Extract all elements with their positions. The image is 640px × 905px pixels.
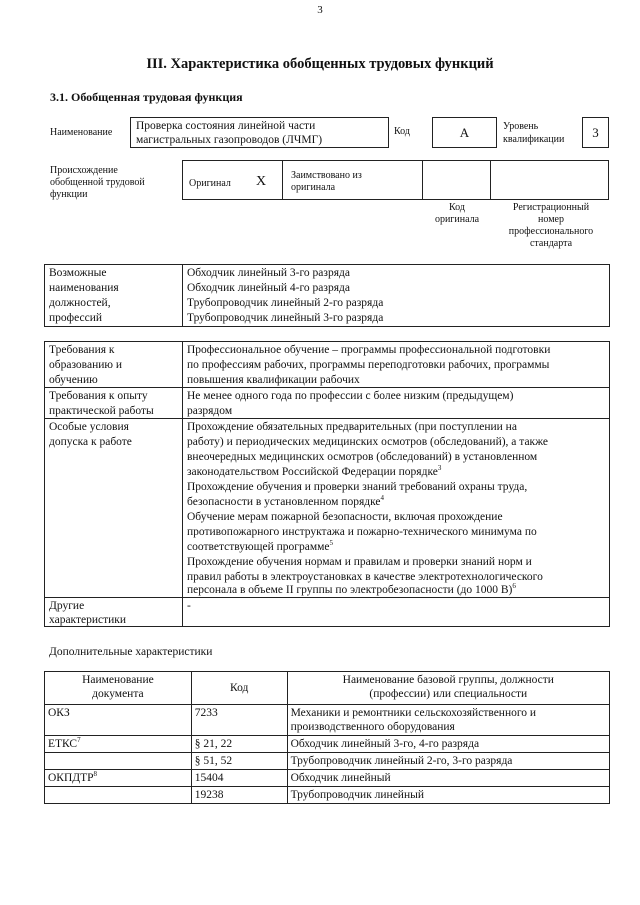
name-cell: Механики и ремонтники сельскохозяйственного и производственного оборудования: [287, 705, 609, 736]
conditions-text: законодательством Российской Федерации порядке: [187, 466, 438, 478]
conditions-line: [187, 465, 441, 479]
footnote-ref: 5: [329, 539, 333, 548]
conditions-line: Прохождение обучения нормам и правилам и проверки знаний норм и: [187, 556, 532, 568]
education-value-1: Профессиональное обучение – программы профессиональной подготовки: [187, 344, 551, 356]
education-label-1: Требования к: [49, 344, 115, 356]
conditions-line: правил работы в электроустановках в качестве электротехнологического: [187, 571, 543, 583]
code-label: Код: [394, 126, 410, 137]
footnote-ref: 6: [512, 582, 516, 591]
col-header-code: Код: [191, 672, 287, 705]
page-number: 3: [317, 4, 323, 16]
code-cell: § 21, 22: [191, 736, 287, 753]
col-header-doc: Наименование документа: [45, 672, 192, 705]
reg-number-line3: профессионального: [508, 226, 594, 237]
positions-label-2: наименования: [49, 282, 119, 294]
table-row: [45, 787, 610, 804]
experience-label-2: практической работы: [49, 405, 154, 417]
conditions-line: [187, 495, 384, 509]
name-cell: Обходчик линейный 3-го, 4-го разряда: [287, 736, 609, 753]
doc-cell: ОКЗ: [45, 705, 192, 736]
conditions-line: противопожарного инструктажа и пожарно-технического минимума по: [187, 526, 537, 538]
position-item: Обходчик линейный 4-го разряда: [187, 282, 350, 294]
footnote-ref: 8: [93, 770, 98, 779]
reg-number-line4: стандарта: [529, 238, 573, 249]
code-cell: 15404: [191, 770, 287, 787]
other-label-1: Другие: [49, 600, 85, 612]
table-row: [45, 705, 610, 736]
education-label-3: обучению: [49, 374, 98, 386]
positions-label-3: должностей,: [49, 297, 111, 309]
table-row: [45, 770, 610, 787]
name-label: Наименование: [50, 127, 113, 138]
other-label-2: характеристики: [49, 614, 127, 626]
name-value-line2: магистральных газопроводов (ЛЧМГ): [136, 134, 323, 146]
section-title: III. Характеристика обобщенных трудовых функций: [146, 56, 494, 72]
conditions-text: безопасности в установленном порядке: [187, 496, 381, 508]
experience-value-2: разрядом: [187, 405, 233, 417]
doc-cell: ЕТКС$^7$: [45, 736, 192, 753]
reg-number-line1: Регистрационный: [512, 202, 590, 213]
conditions-line: Прохождение обязательных предварительных (при поступлении на: [187, 421, 517, 433]
doc-cell: [45, 753, 192, 770]
origin-label-line3: функции: [50, 189, 88, 200]
code-value: А: [432, 117, 497, 148]
table-row: [45, 753, 610, 770]
doc-cell: [45, 787, 192, 804]
other-value: -: [187, 600, 191, 612]
conditions-line: работу) и периодических медицинских осмотров (обследований), а также: [187, 436, 549, 448]
experience-value-1: Не менее одного года по профессии с более низким (предыдущем): [187, 390, 514, 402]
conditions-text: персонала в объеме II группы по электробезопасности (до 1000 В): [187, 584, 513, 596]
origin-label-line1: Происхождение: [50, 165, 118, 176]
additional-table: [44, 671, 610, 804]
education-value-2: по профессиям рабочих, программы переподготовки рабочих, программы: [187, 359, 550, 371]
education-value-3: повышения квалификации рабочих: [187, 374, 360, 386]
original-mark: X: [256, 174, 267, 189]
additional-header-row: [45, 672, 610, 705]
positions-label-1: Возможные: [49, 267, 107, 279]
footnote-ref: 4: [380, 494, 385, 503]
code-original-line2: оригинала: [434, 214, 480, 225]
level-label-line2: квалификации: [503, 134, 565, 145]
conditions-label-1: Особые условия: [49, 421, 129, 433]
name-cell: Трубопроводчик линейный: [287, 787, 609, 804]
position-item: Обходчик линейный 3-го разряда: [187, 267, 350, 279]
name-cell: Обходчик линейный: [287, 770, 609, 787]
name-value-box: [130, 117, 389, 148]
level-value: 3: [582, 117, 609, 148]
col-header-name: Наименование базовой группы, должности (профессии) или специальности: [287, 672, 609, 705]
table-row: [45, 736, 610, 753]
conditions-text: соответствующей программе: [187, 541, 330, 553]
origin-box: [182, 160, 609, 200]
subsection-title: 3.1. Обобщенная трудовая функция: [50, 90, 243, 104]
position-item: Трубопроводчик линейный 2-го разряда: [187, 297, 384, 309]
conditions-line: внеочередных медицинских осмотров (обследований) в установленном: [187, 451, 538, 463]
level-label-line1: Уровень: [503, 121, 539, 132]
code-original-line1: Код: [449, 202, 465, 213]
name-value-line1: Проверка состояния линейной части: [136, 120, 316, 132]
code-cell: 19238: [191, 787, 287, 804]
borrowed-label-line2: оригинала: [291, 182, 336, 193]
conditions-line: [187, 583, 516, 597]
conditions-line: Обучение мерам пожарной безопасности, включая прохождение: [187, 511, 503, 523]
footnote-ref: 3: [437, 464, 442, 473]
conditions-line: [187, 540, 333, 554]
borrowed-label-line1: Заимствовано из: [291, 170, 362, 181]
name-cell: Трубопроводчик линейный 2-го, 3-го разряда: [287, 753, 609, 770]
origin-label-line2: обобщенной трудовой: [50, 177, 145, 188]
conditions-label-2: допуска к работе: [49, 436, 132, 448]
footnote-ref: 7: [77, 736, 81, 745]
reg-number-line2: номер: [538, 214, 564, 225]
original-label: Оригинал: [189, 178, 231, 189]
doc-cell: ОКПДТР$^8$: [45, 770, 192, 787]
code-cell: 7233: [191, 705, 287, 736]
conditions-line: Прохождение обучения и проверки знаний требований охраны труда,: [187, 481, 528, 493]
code-cell: § 51, 52: [191, 753, 287, 770]
experience-label-1: Требования к опыту: [49, 390, 148, 402]
education-label-2: образованию и: [49, 359, 122, 371]
positions-label-4: профессий: [49, 312, 103, 324]
additional-title: Дополнительные характеристики: [49, 646, 213, 658]
position-item: Трубопроводчик линейный 3-го разряда: [187, 312, 384, 324]
